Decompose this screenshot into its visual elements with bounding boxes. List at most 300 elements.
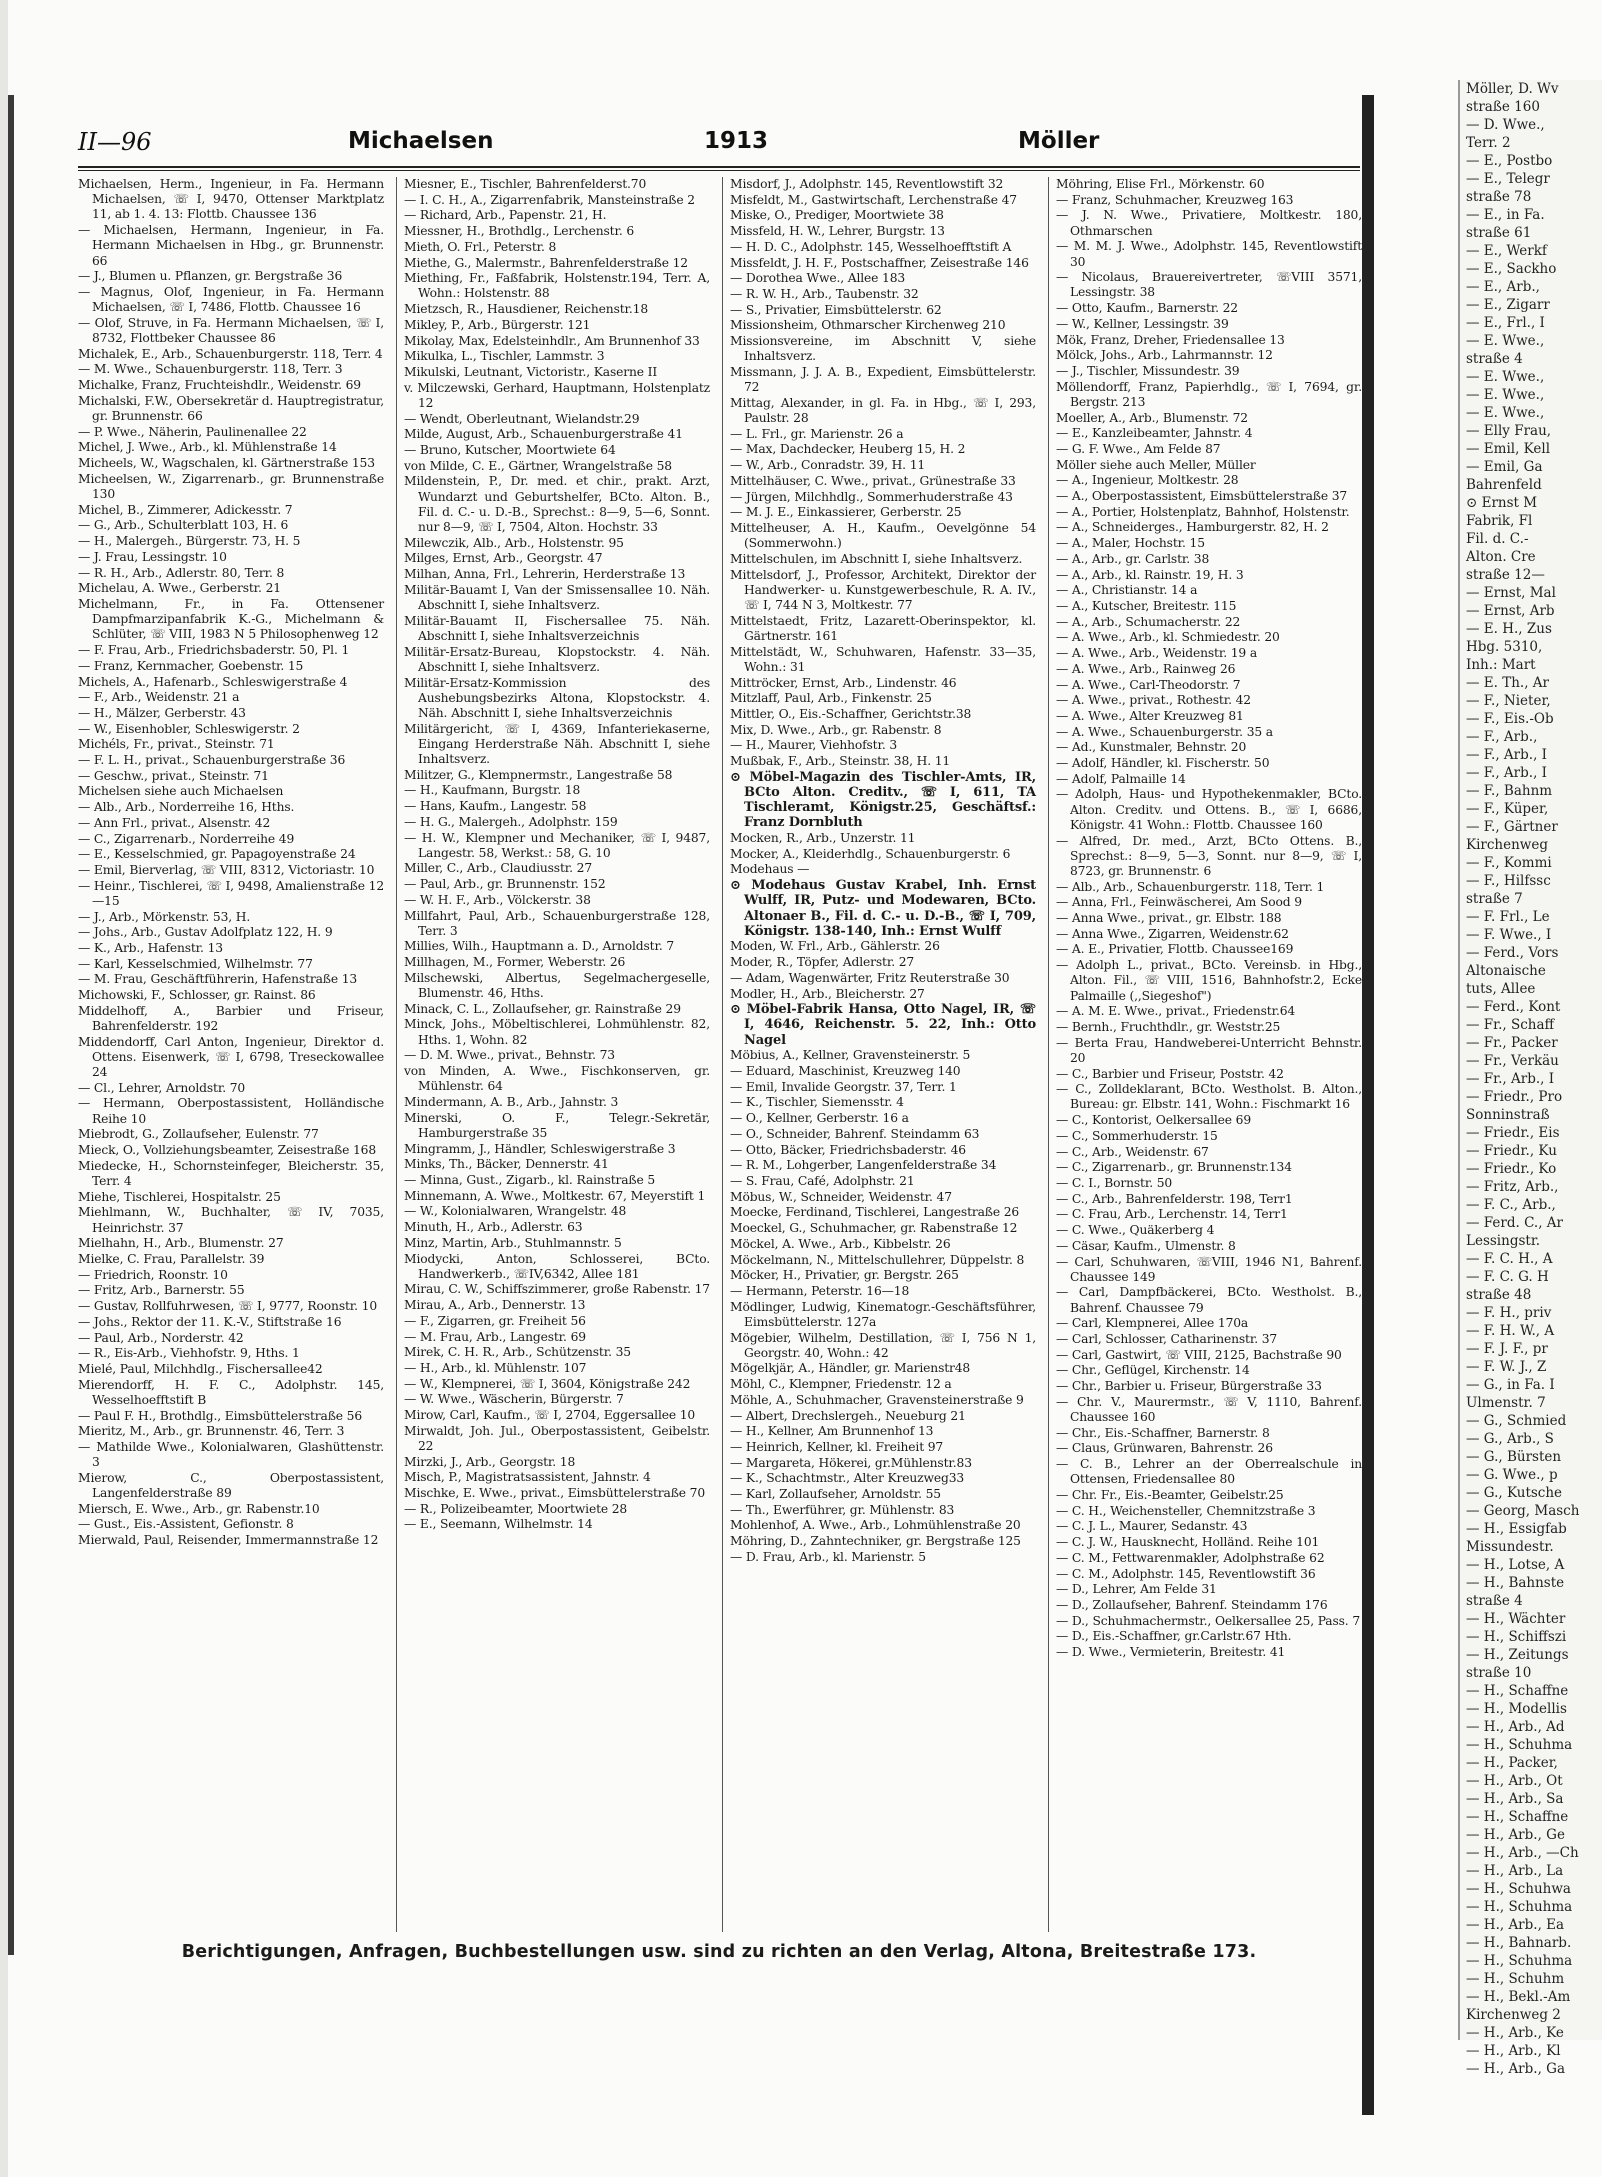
facing-page-line: — Ernst, Arb xyxy=(1466,603,1555,619)
directory-entry: Miethe, G., Malermstr., Bahrenfelderstraße 12 xyxy=(404,255,688,270)
directory-entry: — Eduard, Maschinist, Kreuzweg 140 xyxy=(730,1064,961,1079)
directory-entry: — A., Schneiderges., Hamburgerstr. 82, H. 2 xyxy=(1056,520,1329,535)
facing-page-line: — F. H., priv xyxy=(1466,1305,1552,1321)
facing-page-line: — Ferd. C., Ar xyxy=(1466,1215,1564,1231)
directory-entry: Missionsheim, Othmarscher Kirchenweg 210 xyxy=(730,318,1006,333)
column-3 xyxy=(730,177,1036,1932)
directory-entry: — H., Arb., kl. Mühlenstr. 107 xyxy=(404,1360,587,1375)
column-1 xyxy=(78,177,384,1932)
directory-entry: — S., Privatier, Eimsbüttelerstr. 62 xyxy=(730,302,942,317)
directory-entry: Mirow, Carl, Kaufm., ☏ I, 2704, Eggersallee 10 xyxy=(404,1408,696,1423)
facing-page-line: — Ferd., Vors xyxy=(1466,945,1559,961)
directory-entry: Möhring, D., Zahntechniker, gr. Bergstraße 125 xyxy=(730,1534,1021,1549)
facing-page-line: — G., in Fa. I xyxy=(1466,1377,1555,1393)
directory-entry: — H., Kellner, Am Brunnenhof 13 xyxy=(730,1424,934,1439)
directory-entry: Mittelstaedt, Fritz, Lazarett-Oberinspektor, kl. Gärtnerstr. 161 xyxy=(730,613,1036,643)
directory-entry: ⊙ Möbel-Fabrik Hansa, Otto Nagel, IR, ☏ I, 4646, Reichenstr. 5. 22, Inh.: Otto Nagel xyxy=(730,1002,1036,1048)
directory-entry: — Jürgen, Milchhdlg., Sommerhuderstraße 43 xyxy=(730,489,1013,504)
facing-page-line: — E. H., Zus xyxy=(1466,621,1552,637)
directory-entry: — S. Frau, Café, Adolphstr. 21 xyxy=(730,1174,915,1188)
facing-page-line: straße 160 xyxy=(1466,99,1540,115)
directory-entry: — D., Zollaufseher, Bahrenf. Steindamm 176 xyxy=(1056,1597,1328,1612)
facing-page-line: — F. J. F., pr xyxy=(1466,1341,1548,1357)
directory-entry: Minerski, O. F., Telegr.-Sekretär, Hamburgerstraße 35 xyxy=(404,1110,710,1140)
facing-page-line: — Friedr., Eis xyxy=(1466,1125,1560,1141)
facing-page-line: ⊙ Ernst M xyxy=(1466,495,1538,511)
directory-entry: Michel, J. Wwe., Arb., kl. Mühlenstraße 14 xyxy=(78,440,337,455)
directory-entry: Missfeldt, J. H. F., Postschaffner, Zeisestraße 146 xyxy=(730,255,1029,270)
facing-page-fragment xyxy=(1458,80,1602,2077)
directory-entry: Mikulka, L., Tischler, Lammstr. 3 xyxy=(404,349,605,364)
directory-entry: — Gust., Eis.-Assistent, Gefionstr. 8 xyxy=(78,1517,294,1532)
directory-entry: — Adolf, Händler, kl. Fischerstr. 50 xyxy=(1056,756,1270,771)
directory-entry: — F., Zigarren, gr. Freiheit 56 xyxy=(404,1313,586,1328)
directory-entry: Mielke, C. Frau, Parallelstr. 39 xyxy=(78,1252,265,1267)
directory-entry: — C. J. L., Maurer, Sedanstr. 43 xyxy=(1056,1519,1248,1534)
directory-entry: — Gustav, Rollfuhrwesen, ☏ I, 9777, Roonstr. 10 xyxy=(78,1299,378,1314)
directory-entry: Miersch, E. Wwe., Arb., gr. Rabenstr.10 xyxy=(78,1501,320,1516)
directory-entry: — J. N. Wwe., Privatiere, Moltkestr. 180, Othmarschen xyxy=(1056,208,1362,238)
facing-page-line: — D. Wwe., xyxy=(1466,117,1545,133)
directory-entry: — Alb., Arb., Schauenburgerstr. 118, Terr. 1 xyxy=(1056,879,1325,894)
directory-entry: — Emil, Bierverlag, ☏ VIII, 8312, Victoriastr. 10 xyxy=(78,862,375,877)
directory-entry: Mitzlaff, Paul, Arb., Finkenstr. 25 xyxy=(730,691,932,706)
directory-entry: — Adolf, Palmaille 14 xyxy=(1056,771,1186,786)
facing-page-line: Alton. Cre xyxy=(1466,549,1536,565)
facing-page-line: — F., Kommi xyxy=(1466,855,1552,871)
directory-entry: Mittelhäuser, C. Wwe., privat., Grünestraße 33 xyxy=(730,473,1016,488)
directory-entry: Milewczik, Alb., Arb., Holstenstr. 95 xyxy=(404,535,624,550)
directory-entry: Mölck, Johs., Arb., Lahrmannstr. 12 xyxy=(1056,348,1273,363)
directory-entry: — M. Frau, Arb., Langestr. 69 xyxy=(404,1329,586,1344)
directory-entry: — Alb., Arb., Norderreihe 16, Hths. xyxy=(78,800,295,815)
directory-entry: Michalek, E., Arb., Schauenburgerstr. 118, Terr. 4 xyxy=(78,346,383,361)
directory-entry: — A. Wwe., privat., Rothestr. 42 xyxy=(1056,693,1251,708)
directory-entry: Möbus, W., Schneider, Weidenstr. 47 xyxy=(730,1189,952,1204)
directory-entry: — Geschw., privat., Steinstr. 71 xyxy=(78,768,269,783)
facing-page-line: — H., Arb., Ga xyxy=(1466,2061,1565,2077)
directory-entry: — F. Frau, Arb., Friedrichsbaderstr. 50, Pl. 1 xyxy=(78,643,350,658)
facing-page-line: — Friedr., Ku xyxy=(1466,1143,1557,1159)
directory-entry: — H., Mälzer, Gerberstr. 43 xyxy=(78,705,246,720)
directory-entry: Michelau, A. Wwe., Gerberstr. 21 xyxy=(78,581,281,596)
directory-entry: — Fritz, Arb., Barnerstr. 55 xyxy=(78,1283,245,1298)
directory-entry: — D. Wwe., Vermieterin, Breitestr. 41 xyxy=(1056,1645,1286,1660)
facing-page-line: tuts, Allee xyxy=(1466,981,1536,997)
facing-page-line: — H., Schuhwa xyxy=(1466,1881,1571,1897)
facing-page-line: — H., Schuhm xyxy=(1466,1971,1565,1987)
directory-entry: ⊙ Modehaus Gustav Krabel, Inh. Ernst Wulff, IR, Putz- und Modewaren, BCto. Altonaer B., Fil. d. C.- u. D.-B., ☏ I, 709, Königstr. 138-140, Inh.: Ernst Wulff xyxy=(730,878,1036,939)
facing-page-line: — F. W. J., Z xyxy=(1466,1359,1547,1375)
directory-entry: — R. W. H., Arb., Taubenstr. 32 xyxy=(730,286,919,301)
directory-entry: — D., Eis.-Schaffner, gr.Carlstr.67 Hth. xyxy=(1056,1629,1292,1644)
directory-entry: Minks, Th., Bäcker, Dennerstr. 41 xyxy=(404,1157,609,1172)
directory-entry: — H., Malergeh., Bürgerstr. 73, H. 5 xyxy=(78,534,301,549)
directory-entry: Mieck, O., Vollziehungsbeamter, Zeisestraße 168 xyxy=(78,1143,377,1158)
directory-entry: Minck, Johs., Möbeltischlerei, Lohmühlenstr. 82, Hths. 1, Wohn. 82 xyxy=(404,1017,710,1047)
facing-page-line: — F., Nieter, xyxy=(1466,693,1551,709)
directory-entry: — J. Frau, Lessingstr. 10 xyxy=(78,549,227,564)
directory-entry: — Chr., Barbier u. Friseur, Bürgerstraße 33 xyxy=(1056,1379,1322,1394)
directory-entry: Mök, Franz, Dreher, Friedensallee 13 xyxy=(1056,332,1285,347)
directory-entry: — M. Wwe., Schauenburgerstr. 118, Terr. 3 xyxy=(78,362,343,377)
directory-entry: Miller, C., Arb., Claudiusstr. 27 xyxy=(404,861,592,876)
directory-entry: Möhl, C., Klempner, Friedenstr. 12 a xyxy=(730,1377,952,1392)
directory-entry: Michelsen siehe auch Michaelsen xyxy=(78,784,284,799)
directory-entry: Möhring, Elise Frl., Mörkenstr. 60 xyxy=(1056,177,1265,191)
facing-page-line: Hbg. 5310, xyxy=(1466,639,1543,655)
facing-page-line: — Emil, Kell xyxy=(1466,441,1551,457)
directory-entry: — C., Zigarrenarb., gr. Brunnenstr.134 xyxy=(1056,1160,1292,1175)
directory-entry: — W., Kolonialwaren, Wrangelstr. 48 xyxy=(404,1204,627,1219)
directory-entry: — J., Blumen u. Pflanzen, gr. Bergstraße 36 xyxy=(78,269,343,284)
directory-entry: — W. H. F., Arb., Völckerstr. 38 xyxy=(404,892,591,907)
directory-entry: — Hermann, Oberpostassistent, Holländische Reihe 10 xyxy=(78,1096,384,1126)
facing-page-line: — F. C. G. H xyxy=(1466,1269,1549,1285)
facing-page-line: — E. Wwe., xyxy=(1466,387,1545,403)
directory-entry: — Claus, Grünwaren, Bahrenstr. 26 xyxy=(1056,1441,1273,1456)
column-divider xyxy=(1048,177,1049,1932)
facing-page-line: — Emil, Ga xyxy=(1466,459,1543,475)
directory-entry: — K., Schachtmstr., Alter Kreuzweg33 xyxy=(730,1471,965,1486)
directory-entry: von Milde, C. E., Gärtner, Wrangelstraße 58 xyxy=(404,458,672,473)
directory-entry: Middendorff, Carl Anton, Ingenieur, Direktor d. Ottens. Eisenwerk, ☏ I, 6798, Treseckowallee 24 xyxy=(78,1034,384,1080)
facing-page-line: — G., Schmied xyxy=(1466,1413,1567,1429)
directory-entry: Miething, Fr., Faßfabrik, Holstenstr.194, Terr. A, Wohn.: Holstenstr. 88 xyxy=(404,271,710,301)
facing-page-line: — E., Postbo xyxy=(1466,153,1553,169)
facing-page-line: — F. H. W., A xyxy=(1466,1323,1555,1339)
facing-page-line: — F., Hilfssc xyxy=(1466,873,1551,889)
directory-entry: — R. M., Lohgerber, Langenfelderstraße 34 xyxy=(730,1158,997,1173)
directory-entry: — Bernh., Fruchthdlr., gr. Weststr.25 xyxy=(1056,1019,1281,1034)
directory-entry: — W., Arb., Conradstr. 39, H. 11 xyxy=(730,458,926,473)
directory-entry: Mittelsdorf, J., Professor, Architekt, Direktor der Handwerker- u. Kunstgewerbeschule, R. A. IV., ☏ I, 744 N 3, Moltkestr. 77 xyxy=(730,567,1036,612)
directory-entry: Minack, C. L., Zollaufseher, gr. Rainstraße 29 xyxy=(404,1001,681,1016)
directory-entry: — Olof, Struve, in Fa. Hermann Michaelsen, ☏ I, 8732, Flottbeker Chaussee 86 xyxy=(78,315,384,346)
directory-entry: — C., Arb., Weidenstr. 67 xyxy=(1056,1144,1209,1159)
directory-entry: — C. Wwe., Quäkerberg 4 xyxy=(1056,1223,1215,1238)
directory-entry: Missmann, J. J. A. B., Expedient, Eimsbüttelerstr. 72 xyxy=(730,364,1036,395)
directory-entry: — Dorothea Wwe., Allee 183 xyxy=(730,271,906,286)
directory-entry: — Wendt, Oberleutnant, Wielandstr.29 xyxy=(404,411,640,426)
directory-entry: Miehe, Tischlerei, Hospitalstr. 25 xyxy=(78,1189,281,1204)
facing-page-line: Missundestr. xyxy=(1466,1539,1554,1555)
directory-entry: Missfeld, H. W., Lehrer, Burgstr. 13 xyxy=(730,224,945,239)
directory-entry: — M. J. E., Einkassierer, Gerberstr. 25 xyxy=(730,505,962,520)
directory-entry: Mielé, Paul, Milchhdlg., Fischersallee42 xyxy=(78,1361,323,1376)
directory-entry: — C., Barbier und Friseur, Poststr. 42 xyxy=(1056,1066,1284,1081)
directory-entry: — Adolph, Haus- und Hypothekenmakler, BCto. Alton. Creditv. und Ottens. B., ☏ I, 6686, Königstr. 41 Wohn.: Flottb. Chaussee 160 xyxy=(1056,787,1362,832)
directory-entry: — F. L. H., privat., Schauenburgerstraße 36 xyxy=(78,753,346,768)
facing-page-line: Fabrik, Fl xyxy=(1466,513,1533,529)
directory-entry: ⊙ Möbel-Magazin des Tischler-Amts, IR, BCto Alton. Creditv., ☏ I, 611, TA Tischleramt, Königstr.25, Geschäftsf.: Franz Dornbluth xyxy=(730,769,1036,831)
directory-entry: — Johs., Arb., Gustav Adolfplatz 122, H. 9 xyxy=(78,925,333,940)
column-2 xyxy=(404,177,710,1932)
column-4 xyxy=(1056,177,1362,1932)
directory-entry: Mittler, O., Eis.-Schaffner, Gerichtstr.38 xyxy=(730,706,972,721)
directory-entry: — Th., Ewerführer, gr. Mühlenstr. 83 xyxy=(730,1502,955,1517)
facing-page-line: — H., Arb., Ot xyxy=(1466,1773,1563,1789)
directory-entry: — Heinrich, Kellner, kl. Freiheit 97 xyxy=(730,1439,944,1454)
directory-entry: — Otto, Kaufm., Barnerstr. 22 xyxy=(1056,301,1238,316)
directory-entry: Milschewski, Albertus, Segelmachergeselle, Blumenstr. 46, Hths. xyxy=(404,970,710,1001)
facing-page-line: Ulmenstr. 7 xyxy=(1466,1395,1546,1411)
directory-entry: Michelmann, Fr., in Fa. Ottensener Dampfmarzipanfabrik K.-G., Michelmann & Schlüter, ☏ VIII, 1983 N 5 Philosophenweg 12 xyxy=(78,596,384,642)
header-last-name: Möller xyxy=(1018,128,1100,154)
directory-entry: — Bruno, Kutscher, Moortwiete 64 xyxy=(404,442,616,457)
directory-entry: — C. J. W., Hausknecht, Holländ. Reihe 101 xyxy=(1056,1535,1320,1550)
facing-page-line: — G., Bürsten xyxy=(1466,1449,1562,1465)
directory-page xyxy=(78,128,1360,1968)
directory-entry: Möllendorff, Franz, Papierhdlg., ☏ I, 7694, gr. Bergstr. 213 xyxy=(1056,379,1362,409)
directory-entry: Mirau, A., Arb., Dennerstr. 13 xyxy=(404,1298,586,1313)
directory-entry: — Magnus, Olof, Ingenieur, in Fa. Hermann Michaelsen, ☏ I, 7486, Flottb. Chaussee 16 xyxy=(78,284,384,315)
directory-entry: — Chr., Eis.-Schaffner, Barnerstr. 8 xyxy=(1056,1425,1270,1440)
directory-entry: — A. Wwe., Arb., kl. Schmiedestr. 20 xyxy=(1056,630,1280,645)
directory-entry: — W., Klempnerei, ☏ I, 3604, Königstraße 242 xyxy=(404,1376,691,1391)
facing-page-line: — H., Schuhma xyxy=(1466,1899,1573,1915)
directory-entry: — Chr. Fr., Eis.-Beamter, Geibelstr.25 xyxy=(1056,1488,1284,1503)
directory-entry: — Carl, Dampfbäckerei, BCto. Westholst. B., Bahrenf. Chaussee 79 xyxy=(1056,1285,1362,1315)
directory-entry: — C., Zolldeklarant, BCto. Westholst. B. Alton., Bureau: gr. Elbstr. 141, Wohn.: Fischmarkt 16 xyxy=(1056,1082,1362,1112)
directory-entry: — A., Maler, Hochstr. 15 xyxy=(1056,536,1205,551)
directory-entry: Micheelsen, W., Zigarrenarb., gr. Brunnenstraße 130 xyxy=(78,471,384,502)
directory-entry: Milhan, Anna, Frl., Lehrerin, Herderstraße 13 xyxy=(404,567,686,582)
facing-page-line: — E., Arb., xyxy=(1466,279,1540,295)
directory-entry: — Alfred, Dr. med., Arzt, BCto Ottens. B., Sprechst.: 8—9, 5—3, Sonnt. nur 8—9, ☏ I, 8723, gr. Brunnenstr. 6 xyxy=(1056,833,1362,878)
directory-entry: — A., Arb., Schumacherstr. 22 xyxy=(1056,614,1241,629)
directory-entry: Miesner, E., Tischler, Bahrenfelderst.70 xyxy=(404,177,647,191)
directory-entry: Misfeldt, M., Gastwirtschaft, Lerchenstraße 47 xyxy=(730,192,1017,207)
directory-entry: Möbius, A., Kellner, Gravensteinerstr. 5 xyxy=(730,1048,971,1063)
directory-entry: — H. W., Klempner und Mechaniker, ☏ I, 9487, Langestr. 58, Werkst.: 58, G. 10 xyxy=(404,830,710,860)
facing-page-line: — H., Bahnste xyxy=(1466,1575,1565,1591)
directory-entry: — D. M. Wwe., privat., Behnstr. 73 xyxy=(404,1048,615,1063)
directory-entry: Mittelstädt, W., Schuhwaren, Hafenstr. 33—35, Wohn.: 31 xyxy=(730,644,1036,674)
directory-entry: Miodycki, Anton, Schlosserei, BCto. Handwerkerb., ☏IV,6342, Allee 181 xyxy=(404,1251,710,1281)
facing-page-line: straße 10 xyxy=(1466,1665,1532,1681)
facing-page-line: — E. Wwe., xyxy=(1466,369,1545,385)
facing-page-line: — Fr., Arb., I xyxy=(1466,1071,1555,1087)
directory-entry: — Max, Dachdecker, Heuberg 15, H. 2 xyxy=(730,442,966,457)
directory-entry: — R. H., Arb., Adlerstr. 80, Terr. 8 xyxy=(78,565,285,580)
directory-entry: — G. F. Wwe., Am Felde 87 xyxy=(1056,441,1221,456)
directory-entry: von Minden, A. Wwe., Fischkonserven, gr. Mühlenstr. 64 xyxy=(404,1064,710,1094)
directory-entry: — Heinr., Tischlerei, ☏ I, 9498, Amalienstraße 12—15 xyxy=(78,878,384,908)
facing-page-line: — H., Arb., —Ch xyxy=(1466,1845,1579,1861)
directory-entry: — C. Frau, Arb., Lerchenstr. 14, Terr1 xyxy=(1056,1207,1288,1222)
directory-entry: — A., Christianstr. 14 a xyxy=(1056,583,1198,598)
directory-entry: — Karl, Kesselschmied, Wilhelmstr. 77 xyxy=(78,956,313,971)
directory-entry: — Paul, Arb., gr. Brunnenstr. 152 xyxy=(404,877,606,892)
directory-entry: — Carl, Klempnerei, Allee 170a xyxy=(1056,1316,1249,1331)
facing-page-line: — G., Arb., S xyxy=(1466,1431,1554,1447)
directory-entry: — A., Arb., kl. Rainstr. 19, H. 3 xyxy=(1056,567,1244,582)
directory-entry: Mieritz, M., Arb., gr. Brunnenstr. 46, Terr. 3 xyxy=(78,1424,345,1439)
directory-entry: — Cl., Lehrer, Arnoldstr. 70 xyxy=(78,1080,246,1095)
directory-entry: Mildenstein, P., Dr. med. et chir., prakt. Arzt, Wundarzt und Geburtshelfer, BCto. Alton. B., Fil. d. C.- u. D.-B., Sprechst.: 8—9, 5—6, Sonnt. nur 8—9, ☏ I, 7504, Alton. Hochstr. 33 xyxy=(404,474,710,534)
facing-page-line: — Fr., Packer xyxy=(1466,1035,1558,1051)
scan-edge xyxy=(0,0,8,2177)
facing-page-line: Inh.: Mart xyxy=(1466,657,1536,673)
directory-entry: Militärgericht, ☏ I, 4369, Infanteriekaserne, Eingang Herderstraße Näh. Abschnitt I, siehe Inhaltsverz. xyxy=(404,721,710,767)
directory-entry: — C., Zigarrenarb., Norderreihe 49 xyxy=(78,831,295,846)
directory-entry: Möckel, A. Wwe., Arb., Kibbelstr. 26 xyxy=(730,1236,951,1251)
page-gutter xyxy=(1362,95,1374,2115)
directory-entry: Miebrodt, G., Zollaufseher, Eulenstr. 77 xyxy=(78,1127,319,1142)
facing-page-line: — H., Schiffszi xyxy=(1466,1629,1567,1645)
directory-entry: Mikulski, Leutnant, Victoristr., Kaserne II xyxy=(404,364,658,379)
directory-entry: Millies, Wilh., Hauptmann a. D., Arnoldstr. 7 xyxy=(404,939,675,954)
directory-entry: — P. Wwe., Näherin, Paulinenallee 22 xyxy=(78,424,307,439)
directory-entry: — A. Wwe., Arb., Weidenstr. 19 a xyxy=(1056,646,1258,661)
directory-entry: — W., Kellner, Lessingstr. 39 xyxy=(1056,316,1229,331)
directory-entry: — Adam, Wagenwärter, Fritz Reuterstraße 30 xyxy=(730,970,1010,985)
directory-entry: Möller siehe auch Meller, Müller xyxy=(1056,457,1256,472)
directory-entry: — A. E., Privatier, Flottb. Chaussee169 xyxy=(1056,942,1294,957)
directory-entry: Mirzki, J., Arb., Georgstr. 18 xyxy=(404,1454,576,1469)
directory-entry: Miedecke, H., Schornsteinfeger, Bleicherstr. 35, Terr. 4 xyxy=(78,1158,384,1188)
facing-page-line: — H., Packer, xyxy=(1466,1755,1558,1771)
facing-page-line: — E. Wwe., xyxy=(1466,333,1545,349)
facing-page-line: Lessingstr. xyxy=(1466,1233,1541,1249)
directory-entry: Militzer, G., Klempnermstr., Langestraße 58 xyxy=(404,767,673,782)
facing-page-line: — E., in Fa. xyxy=(1466,207,1545,223)
directory-entry: Möcker, H., Privatier, gr. Bergstr. 265 xyxy=(730,1268,959,1283)
directory-entry: Moecke, Ferdinand, Tischlerei, Langestraße 26 xyxy=(730,1205,1020,1220)
directory-entry: Mittelheuser, A. H., Kaufm., Oevelgönne 54 (Sommerwohn.) xyxy=(730,520,1036,551)
directory-entry: Modehaus — xyxy=(730,862,810,877)
column-divider xyxy=(396,177,397,1932)
directory-entry: Mocken, R., Arb., Unzerstr. 11 xyxy=(730,831,916,846)
facing-page-line: — H., Arb., Sa xyxy=(1466,1791,1564,1807)
directory-entry: — Paul F. H., Brothdlg., Eimsbüttelerstraße 56 xyxy=(78,1408,363,1423)
directory-entry: — Paul, Arb., Norderstr. 42 xyxy=(78,1330,244,1345)
directory-entry: Michalke, Franz, Fruchteishdlr., Weidenstr. 69 xyxy=(78,378,361,393)
facing-page-line: — Fr., Verkäu xyxy=(1466,1053,1559,1069)
directory-entry: — Franz, Kernmacher, Goebenstr. 15 xyxy=(78,658,304,673)
directory-entry: — Carl, Schuhwaren, ☏VIII, 1946 N1, Bahrenf. Chaussee 149 xyxy=(1056,1254,1362,1284)
directory-entry: Michalski, F.W., Obersekretär d. Hauptregistratur, gr. Brunnenstr. 66 xyxy=(78,393,384,424)
directory-entry: — H., Maurer, Viehhofstr. 3 xyxy=(730,738,898,753)
directory-entry: — Cäsar, Kaufm., Ulmenstr. 8 xyxy=(1056,1238,1236,1253)
directory-entry: Mirek, C. H. R., Arb., Schützenstr. 35 xyxy=(404,1345,631,1360)
facing-page-line: — H., Arb., Ad xyxy=(1466,1719,1565,1735)
directory-entry: Moden, W. Frl., Arb., Gählerstr. 26 xyxy=(730,939,940,954)
directory-entry: Misdorf, J., Adolphstr. 145, Reventlowstift 32 xyxy=(730,177,1004,191)
directory-entry: — Richard, Arb., Papenstr. 21, H. xyxy=(404,208,607,223)
directory-entry: — Friedrich, Roonstr. 10 xyxy=(78,1267,228,1282)
directory-entry: — D., Lehrer, Am Felde 31 xyxy=(1056,1582,1217,1597)
directory-entry: Miske, O., Prediger, Moortwiete 38 xyxy=(730,208,944,223)
directory-entry: Mirau, C. W., Schiffszimmerer, große Rabenstr. 17 xyxy=(404,1282,710,1297)
facing-page-line: straße 4 xyxy=(1466,1593,1523,1609)
directory-entry: Mocker, A., Kleiderhdlg., Schauenburgerstr. 6 xyxy=(730,846,1011,861)
directory-entry: — O., Schneider, Bahrenf. Steindamm 63 xyxy=(730,1126,980,1141)
page-header xyxy=(78,128,1360,162)
facing-page-line: — H., Schaffne xyxy=(1466,1809,1569,1825)
directory-entry: — Ann Frl., privat., Alsenstr. 42 xyxy=(78,815,271,830)
directory-entry: — Emil, Invalide Georgstr. 37, Terr. 1 xyxy=(730,1079,957,1094)
directory-entry: — D., Schuhmachermstr., Oelkersallee 25, Pass. 7 xyxy=(1056,1613,1360,1628)
directory-entry: — Karl, Zollaufseher, Arnoldstr. 55 xyxy=(730,1487,941,1502)
directory-entry: — A., Ingenieur, Moltkestr. 28 xyxy=(1056,473,1239,488)
directory-entry: — C., Arb., Bahrenfelderstr. 198, Terr1 xyxy=(1056,1191,1293,1206)
directory-entry: — I. C. H., A., Zigarrenfabrik, Mansteinstraße 2 xyxy=(404,192,695,207)
directory-entry: — Berta Frau, Handweberei-Unterricht Behnstr. 20 xyxy=(1056,1035,1362,1065)
directory-entry: — H., Kaufmann, Burgstr. 18 xyxy=(404,783,581,798)
facing-page-line: — E., Sackho xyxy=(1466,261,1557,277)
left-page-edge xyxy=(8,95,14,1955)
directory-entry: — Nicolaus, Brauereivertreter, ☏VIII 3571, Lessingstr. 38 xyxy=(1056,270,1362,300)
directory-entry: — A., Kutscher, Breitestr. 115 xyxy=(1056,598,1237,613)
directory-entry: Moder, R., Töpfer, Adlerstr. 27 xyxy=(730,955,915,970)
directory-entry: — C. B., Lehrer an der Oberrealschule in Ottensen, Friedensallee 80 xyxy=(1056,1457,1362,1487)
facing-page-line: — E., Telegr xyxy=(1466,171,1550,187)
directory-entry: — M. M. J. Wwe., Adolphstr. 145, Reventlowstift 30 xyxy=(1056,239,1362,269)
directory-entry: Michowski, F., Schlosser, gr. Rainst. 86 xyxy=(78,988,316,1003)
facing-page-line: — E., Werkf xyxy=(1466,243,1547,259)
directory-entry: — O., Kellner, Gerberstr. 16 a xyxy=(730,1111,909,1126)
directory-entry: Michéls, Fr., privat., Steinstr. 71 xyxy=(78,737,275,752)
facing-page-line: — E., Zigarr xyxy=(1466,297,1550,313)
directory-entry: Mielhahn, H., Arb., Blumenstr. 27 xyxy=(78,1236,284,1251)
directory-entry: Michel, B., Zimmerer, Adickesstr. 7 xyxy=(78,502,293,517)
directory-entry: — C., Kontorist, Oelkersallee 69 xyxy=(1056,1113,1252,1128)
facing-page-line: — G. Wwe., p xyxy=(1466,1467,1558,1483)
facing-page-line: straße 61 xyxy=(1466,225,1532,241)
directory-entry: Micheels, W., Wagschalen, kl. Gärtnerstraße 153 xyxy=(78,456,375,471)
facing-page-line: — H., Zeitungs xyxy=(1466,1647,1569,1663)
directory-entry: — A., Oberpostassistent, Eimsbüttelerstraße 37 xyxy=(1056,489,1348,504)
directory-entry: Mikolay, Max, Edelsteinhdlr., Am Brunnenhof 33 xyxy=(404,333,700,348)
directory-entry: Militär-Ersatz-Kommission des Aushebungsbezirks Altona, Klopstockstr. 4. Näh. Abschnitt I, siehe Inhaltsverzeichnis xyxy=(404,675,710,720)
directory-entry: Milges, Ernst, Arb., Georgstr. 47 xyxy=(404,551,603,566)
header-year: 1913 xyxy=(704,128,769,154)
directory-entry: — Margareta, Hökerei, gr.Mühlenstr.83 xyxy=(730,1455,972,1470)
directory-entry: Missionsvereine, im Abschnitt V, siehe Inhaltsverz. xyxy=(730,334,1036,364)
directory-entry: — Otto, Bäcker, Friedrichsbaderstr. 46 xyxy=(730,1142,966,1157)
directory-entry: Mindermann, A. B., Arb., Jahnstr. 3 xyxy=(404,1094,619,1109)
facing-page-line: Kirchenweg xyxy=(1466,837,1548,853)
directory-entry: Misch, P., Magistratsassistent, Jahnstr. 4 xyxy=(404,1470,651,1485)
directory-entry: Mußbak, F., Arb., Steinstr. 38, H. 11 xyxy=(730,754,951,769)
facing-page-line: straße 48 xyxy=(1466,1287,1532,1303)
directory-entry: — E., Kanzleibeamter, Jahnstr. 4 xyxy=(1056,426,1253,441)
facing-page-line: — H., Wächter xyxy=(1466,1611,1566,1627)
facing-page-line: Terr. 2 xyxy=(1466,135,1511,151)
directory-entry: Minz, Martin, Arb., Stuhlmannstr. 5 xyxy=(404,1235,622,1250)
facing-page-line: — H., Essigfab xyxy=(1466,1521,1567,1537)
directory-entry: Mischke, E. Wwe., privat., Eimsbüttelerstraße 70 xyxy=(404,1486,706,1501)
facing-page-line: Altonaische xyxy=(1466,963,1546,979)
facing-page-line: straße 4 xyxy=(1466,351,1523,367)
directory-entry: — C. M., Adolphstr. 145, Reventlowstift 36 xyxy=(1056,1566,1316,1581)
facing-page-line: — H., Bekl.-Am xyxy=(1466,1989,1571,2005)
facing-page-line: — H., Arb., Ke xyxy=(1466,2025,1564,2041)
facing-page-line: — H., Modellis xyxy=(1466,1701,1567,1717)
header-first-name: Michaelsen xyxy=(348,128,494,154)
directory-entry: — C. M., Fettwarenmakler, Adolphstraße 62 xyxy=(1056,1550,1325,1565)
directory-entry: Mingramm, J., Händler, Schleswigerstraße 3 xyxy=(404,1141,676,1156)
facing-page-line: — Elly Frau, xyxy=(1466,423,1552,439)
directory-entry: — M. Frau, Geschäftführerin, Hafenstraße 13 xyxy=(78,972,358,987)
facing-page-line: — E. Th., Ar xyxy=(1466,675,1550,691)
facing-page-line: straße 12— xyxy=(1466,567,1545,583)
directory-entry: Mögelkjär, A., Händler, gr. Marienstr48 xyxy=(730,1361,971,1376)
facing-page-line: — Georg, Masch xyxy=(1466,1503,1580,1519)
directory-entry: Mittröcker, Ernst, Arb., Lindenstr. 46 xyxy=(730,675,957,690)
